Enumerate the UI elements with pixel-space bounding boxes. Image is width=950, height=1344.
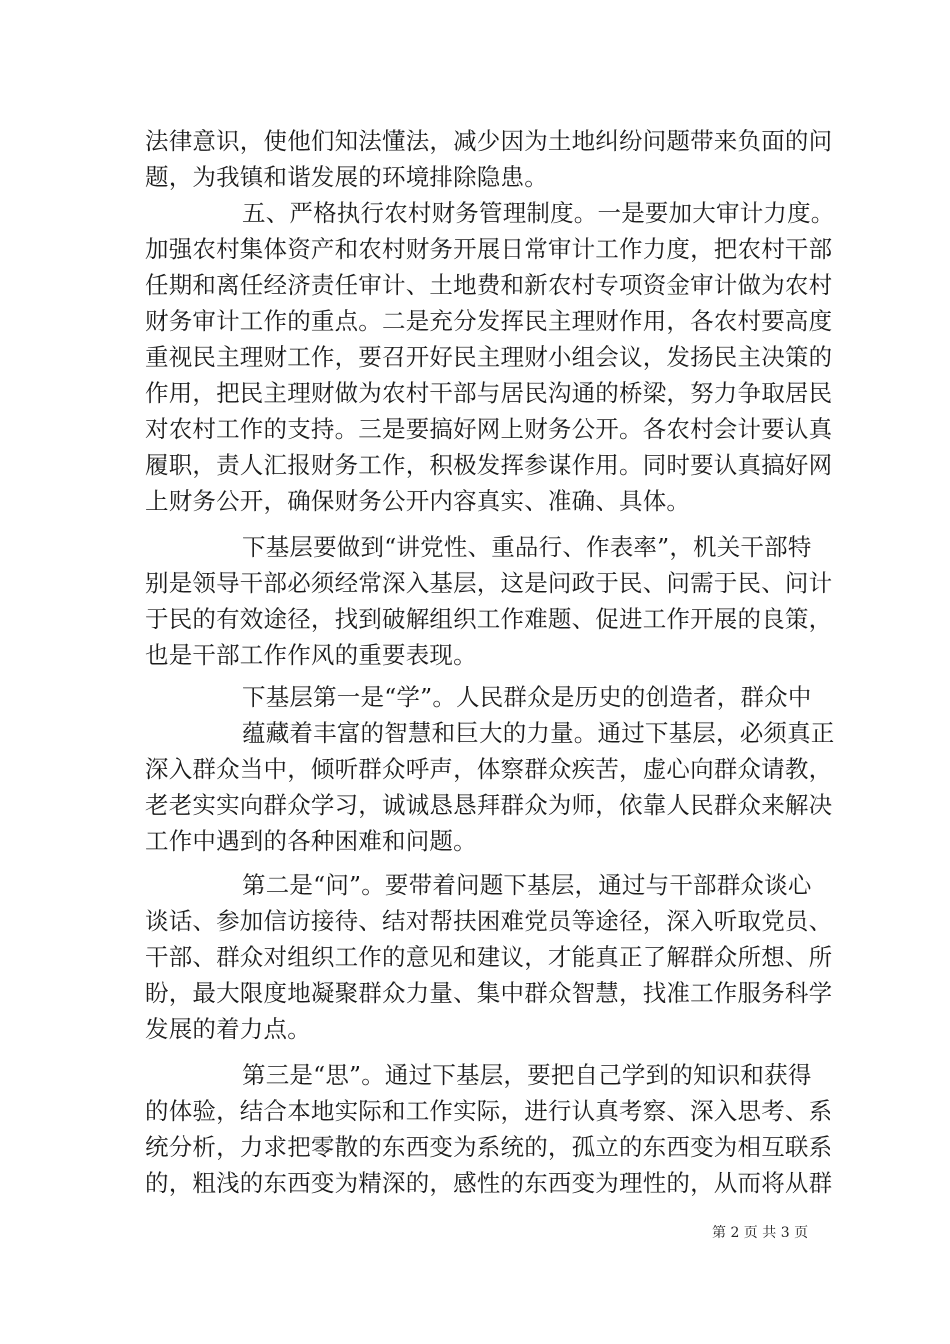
text-line: 谈话、参加信访接待、结对帮扶困难党员等途径，深入听取党员、 [145,907,833,935]
text-line: 对农村工作的支持。三是要搞好网上财务公开。各农村会计要认真 [145,415,833,443]
text-line: 盼，最大限度地凝聚群众力量、集中群众智慧，找准工作服务科学 [145,979,833,1007]
text-line: 统分析，力求把零散的东西变为系统的，孤立的东西变为相互联系 [145,1133,833,1161]
text-line: 的体验，结合本地实际和工作实际，进行认真考察、深入思考、系 [145,1097,833,1125]
text-line: 于民的有效途径，找到破解组织工作难题、促进工作开展的良策， [145,605,833,633]
text-line: 别是领导干部必须经常深入基层，这是问政于民、问需于民、问计 [145,569,833,597]
text-line: 上财务公开，确保财务公开内容真实、准确、具体。 [145,487,691,515]
text-line: 财务审计工作的重点。二是充分发挥民主理财作用，各农村要高度 [145,307,833,335]
text-line: 作用，把民主理财做为农村干部与居民沟通的桥梁，努力争取居民 [145,379,833,407]
section-heading-line: 五、严格执行农村财务管理制度。一是要加大审计力度。 [242,199,835,227]
text-line: 法律意识，使他们知法懂法，减少因为土地纠纷问题带来负面的问 [145,127,833,155]
text-line: 工作中遇到的各种困难和问题。 [145,827,477,855]
page-number-footer: 第 2 页 共 3 页 [712,1225,809,1241]
text-line: 也是干部工作作风的重要表现。 [145,641,477,669]
text-line: 的，粗浅的东西变为精深的，感性的东西变为理性的，从而将从群 [145,1169,833,1197]
text-line: 蕴藏着丰富的智慧和巨大的力量。通过下基层，必须真正 [242,719,835,747]
text-line: 履职，责人汇报财务工作，积极发挥参谋作用。同时要认真搞好网 [145,451,833,479]
paragraph-start-line: 下基层第一是“学”。人民群众是历史的创造者，群众中 [242,683,812,711]
paragraph-start-line: 第三是“思”。通过下基层，要把自己学到的知识和获得 [242,1061,812,1089]
text-line: 干部、群众对组织工作的意见和建议，才能真正了解群众所想、所 [145,943,833,971]
text-line: 重视民主理财工作，要召开好民主理财小组会议，发扬民主决策的 [145,343,833,371]
text-line: 发展的着力点。 [145,1015,311,1043]
text-line: 深入群众当中，倾听群众呼声，体察群众疾苦，虚心向群众请教， [145,755,833,783]
text-line: 任期和离任经济责任审计、土地费和新农村专项资金审计做为农村 [145,271,833,299]
text-line: 题，为我镇和谐发展的环境排除隐患。 [145,163,548,191]
text-line: 加强农村集体资产和农村财务开展日常审计工作力度，把农村干部 [145,235,833,263]
paragraph-start-line: 第二是“问”。要带着问题下基层，通过与干部群众谈心 [242,871,812,899]
text-line: 老老实实向群众学习，诚诚恳恳拜群众为师，依靠人民群众来解决 [145,791,833,819]
paragraph-start-line: 下基层要做到“讲党性、重品行、作表率”，机关干部特 [242,533,812,561]
